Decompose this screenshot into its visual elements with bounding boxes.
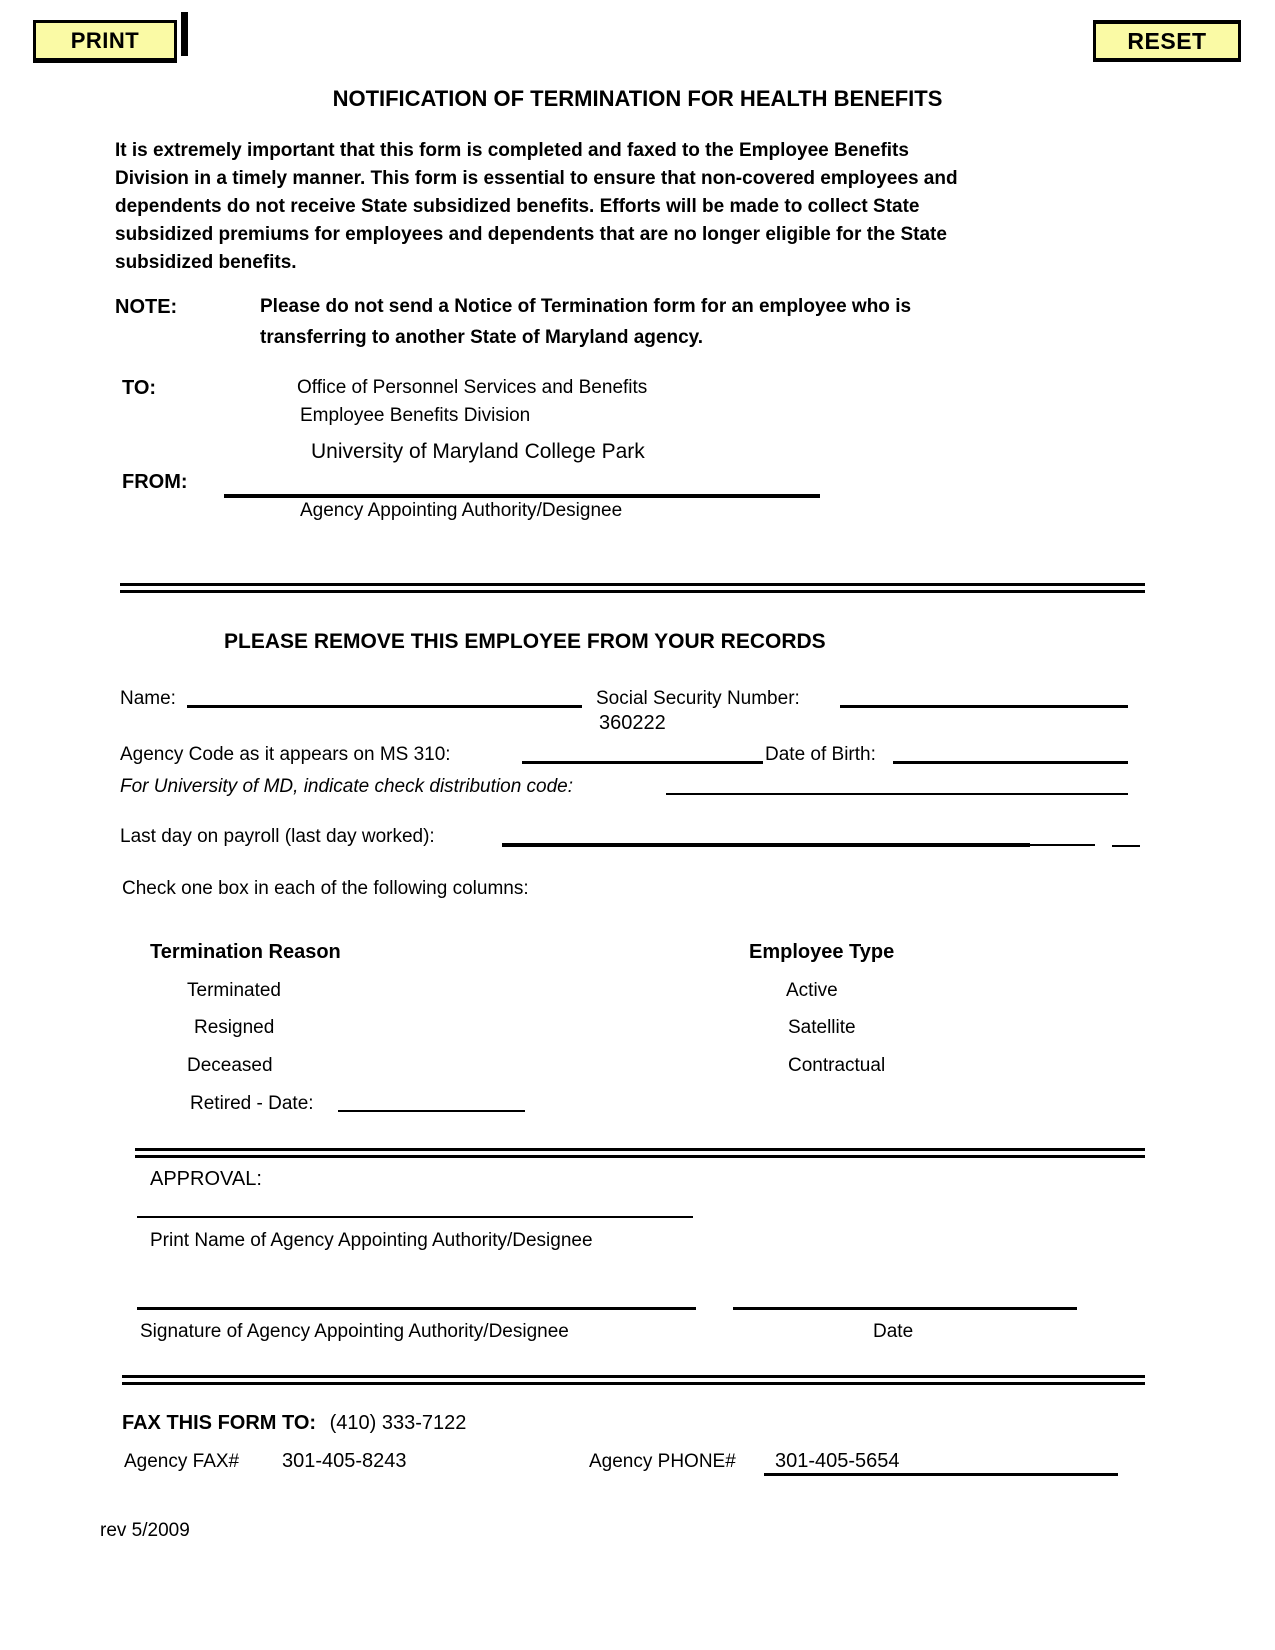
cursor-bar	[181, 12, 188, 56]
option-satellite[interactable]: Satellite	[788, 1017, 856, 1038]
retired-date-field-line[interactable]	[338, 1110, 525, 1112]
from-label: FROM:	[122, 471, 188, 493]
from-field-line[interactable]	[224, 494, 820, 498]
agency-fax-field-value[interactable]: 301-405-8243	[282, 1450, 407, 1472]
option-retired-label[interactable]: Retired - Date:	[190, 1093, 314, 1114]
last-day-label: Last day on payroll (last day worked):	[120, 826, 435, 847]
agency-phone-field-line[interactable]	[764, 1473, 1118, 1476]
check-dist-field-line[interactable]	[666, 793, 1128, 795]
agency-code-field-value[interactable]: 360222	[599, 712, 666, 734]
option-resigned[interactable]: Resigned	[194, 1017, 275, 1038]
approval-label: APPROVAL:	[150, 1168, 262, 1190]
ssn-field-line[interactable]	[840, 705, 1128, 708]
last-day-field-line[interactable]	[502, 843, 1030, 847]
checkbox-instruction: Check one box in each of the following columns:	[122, 878, 529, 899]
date-field-line[interactable]	[733, 1307, 1077, 1310]
name-label: Name:	[120, 688, 176, 709]
intro-line: It is extremely important that this form is completed and faxed to the Employee Benefits	[115, 140, 909, 161]
name-field-line[interactable]	[187, 705, 582, 708]
check-dist-label: For University of MD, indicate check distribution code:	[120, 776, 574, 797]
to-address-line: Office of Personnel Services and Benefits	[297, 377, 648, 398]
form-title: NOTIFICATION OF TERMINATION FOR HEALTH BENEFITS	[332, 86, 943, 111]
employee-type-heading: Employee Type	[749, 941, 895, 963]
note-text-line: Please do not send a Notice of Termination form for an employee who is	[260, 296, 912, 317]
dob-field-line[interactable]	[893, 761, 1128, 764]
last-day-field-line-ext[interactable]	[1030, 844, 1095, 846]
intro-line: Division in a timely manner. This form is essential to ensure that non-covered employees and	[115, 168, 958, 189]
note-label: NOTE:	[115, 296, 178, 318]
ssn-label: Social Security Number:	[596, 688, 800, 709]
last-day-field-dash[interactable]	[1112, 845, 1140, 847]
option-contractual[interactable]: Contractual	[788, 1055, 886, 1076]
agency-code-label: Agency Code as it appears on MS 310:	[120, 744, 451, 765]
agency-phone-field-value[interactable]: 301-405-5654	[775, 1450, 900, 1472]
signature-field-line[interactable]	[137, 1307, 696, 1310]
intro-line: subsidized premiums for employees and dependents that are no longer eligible for the State	[115, 224, 947, 245]
to-label: TO:	[122, 377, 157, 399]
termination-reason-heading: Termination Reason	[150, 941, 341, 963]
print-name-caption: Print Name of Agency Appointing Authority/Designee	[150, 1230, 593, 1251]
fax-to-label: FAX THIS FORM TO:	[122, 1412, 317, 1434]
from-caption: Agency Appointing Authority/Designee	[300, 500, 623, 521]
fax-to-row	[122, 1412, 466, 1435]
section-divider	[135, 1148, 1145, 1158]
section-divider	[122, 1375, 1145, 1385]
dob-label: Date of Birth:	[765, 744, 876, 765]
agency-code-field-line[interactable]	[522, 761, 763, 764]
intro-line: dependents do not receive State subsidized benefits. Efforts will be made to collect State	[115, 196, 920, 217]
print-button[interactable]: PRINT	[33, 20, 177, 63]
print-name-field-line[interactable]	[137, 1216, 693, 1218]
date-caption: Date	[873, 1321, 914, 1342]
agency-fax-label: Agency FAX#	[124, 1451, 240, 1472]
section-divider	[120, 583, 1145, 593]
to-address-line: Employee Benefits Division	[300, 405, 531, 426]
from-field-value[interactable]: University of Maryland College Park	[311, 440, 645, 463]
fax-to-number: (410) 333-7122	[329, 1412, 467, 1434]
records-heading: PLEASE REMOVE THIS EMPLOYEE FROM YOUR RECORDS	[224, 630, 826, 653]
option-deceased[interactable]: Deceased	[187, 1055, 273, 1076]
agency-phone-label: Agency PHONE#	[589, 1451, 736, 1472]
option-active[interactable]: Active	[786, 980, 838, 1001]
revision-note: rev 5/2009	[100, 1520, 190, 1541]
intro-line: subsidized benefits.	[115, 252, 297, 273]
note-text-line: transferring to another State of Maryland agency.	[260, 327, 704, 348]
signature-caption: Signature of Agency Appointing Authority/Designee	[140, 1321, 569, 1342]
reset-button[interactable]: RESET	[1093, 20, 1241, 62]
option-terminated[interactable]: Terminated	[187, 980, 281, 1001]
